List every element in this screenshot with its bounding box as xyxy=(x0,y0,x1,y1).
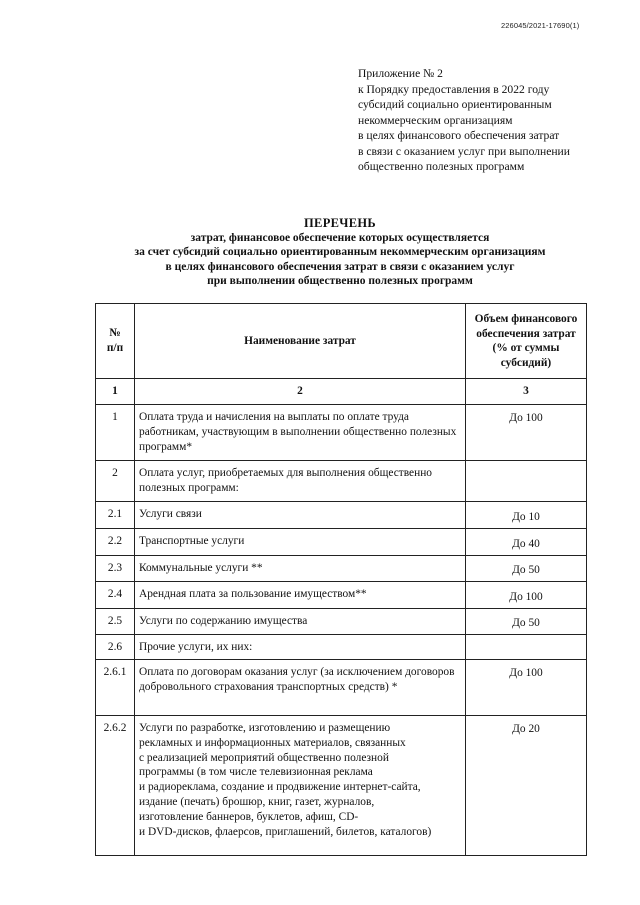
header-num: № п/п xyxy=(96,304,135,379)
row-num: 2.4 xyxy=(96,582,135,609)
table-row xyxy=(96,635,587,660)
header-name: Наименование затрат xyxy=(135,304,466,379)
index-cell: 2 xyxy=(135,379,466,405)
row-name: Прочие услуги, их них: xyxy=(135,635,466,660)
title-heading: ПЕРЕЧЕНЬ xyxy=(304,216,376,230)
row-num: 2.1 xyxy=(96,502,135,529)
appendix-line: общественно полезных программ xyxy=(358,160,525,173)
appendix-note xyxy=(358,66,570,175)
row-name: Услуги по содержанию имущества xyxy=(135,609,466,635)
table-row xyxy=(96,529,587,556)
row-num: 1 xyxy=(96,405,135,461)
row-value: До 40 xyxy=(466,529,587,556)
row-value: До 50 xyxy=(466,556,587,582)
title-line: при выполнении общественно полезных программ xyxy=(207,274,473,287)
table-row xyxy=(96,582,587,609)
table-row xyxy=(96,556,587,582)
row-name: Оплата услуг, приобретаемых для выполнения общественно полезных программ: xyxy=(135,461,466,502)
expenses-table xyxy=(95,303,587,856)
table-row xyxy=(96,609,587,635)
row-name: Услуги по разработке, изготовлению и размещению рекламных и информационных материалов, связанных с реализацией мероприятий общественно полезной программы (в том числе телевизионная реклама и радиореклама, создание и продвижение интернет-сайта, издание (печать) брошюр, книг, газет, журналов, изготовление баннеров, буклетов, афиш, CD- и DVD-дисков, флаерсов, приглашений, билетов, каталогов) xyxy=(135,716,466,856)
appendix-line: к Порядку предоставления в 2022 году xyxy=(358,82,550,96)
table-row xyxy=(96,461,587,502)
row-num: 2.5 xyxy=(96,609,135,635)
row-name: Транспортные услуги xyxy=(135,529,466,556)
row-value: До 100 xyxy=(466,582,587,609)
row-num: 2 xyxy=(96,461,135,502)
table-row xyxy=(96,502,587,529)
table-row xyxy=(96,716,587,856)
row-num: 2.2 xyxy=(96,529,135,556)
appendix-line: в целях финансового обеспечения затрат xyxy=(358,129,560,142)
row-name: Арендная плата за пользование имуществом** xyxy=(135,582,466,609)
appendix-line: в связи с оказанием услуг при выполнении xyxy=(358,144,570,158)
table-header-row xyxy=(96,304,587,379)
index-cell: 3 xyxy=(466,379,587,405)
row-value xyxy=(466,635,587,660)
row-value xyxy=(466,461,587,502)
title-line: за счет субсидий социально ориентированным некоммерческим организациям xyxy=(134,246,546,259)
row-value: До 10 xyxy=(466,502,587,529)
document-id: 226045/2021-17690(1) xyxy=(501,21,580,30)
row-value: До 100 xyxy=(466,660,587,716)
document-title xyxy=(60,216,620,288)
header-volume: Объем финансового обеспечения затрат (% от суммы субсидий) xyxy=(466,304,587,379)
row-name: Оплата труда и начисления на выплаты по оплате труда работникам, участвующим в выполнении общественно полезных программ* xyxy=(135,405,466,461)
row-num: 2.6.1 xyxy=(96,660,135,716)
appendix-line: Приложение № 2 xyxy=(358,67,443,80)
title-line: затрат, финансовое обеспечение которых осуществляется xyxy=(190,232,490,245)
row-name: Коммунальные услуги ** xyxy=(135,556,466,582)
appendix-line: субсидий социально ориентированным xyxy=(358,98,552,111)
row-value: До 50 xyxy=(466,609,587,635)
row-value: До 100 xyxy=(466,405,587,461)
row-value: До 20 xyxy=(466,716,587,856)
row-num: 2.3 xyxy=(96,556,135,582)
title-line: в целях финансового обеспечения затрат в связи с оказанием услуг xyxy=(165,260,515,273)
table-index-row xyxy=(96,379,587,405)
appendix-line: некоммерческим организациям xyxy=(358,113,513,127)
row-num: 2.6.2 xyxy=(96,716,135,856)
table-row xyxy=(96,660,587,716)
row-name: Услуги связи xyxy=(135,502,466,529)
row-name: Оплата по договорам оказания услуг (за исключением договоров добровольного страхования транспортных средств) * xyxy=(135,660,466,716)
index-cell: 1 xyxy=(96,379,135,405)
row-num: 2.6 xyxy=(96,635,135,660)
table-row xyxy=(96,405,587,461)
